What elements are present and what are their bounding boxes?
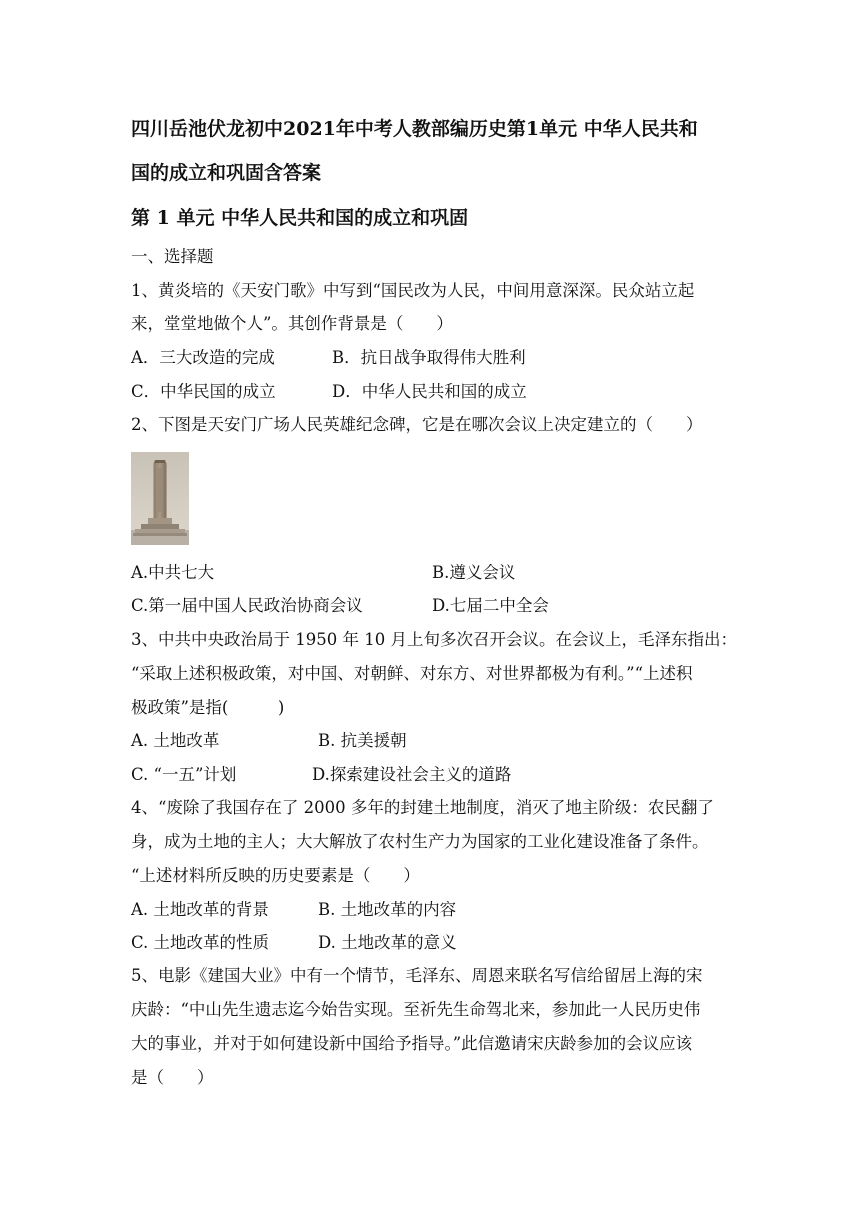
q2-option-a: A.中共七大 (131, 563, 215, 582)
q4-option-b: B. 土地改革的内容 (318, 900, 457, 919)
q1-stem-line-1: 1、黄炎培的《天安门歌》中写到“国民改为人民，中间用意深深。民众站立起 (131, 281, 695, 300)
q1-stem-line-2: 来，堂堂地做个人”。其创作背景是（ ） (131, 314, 453, 333)
q4-option-d: D. 土地改革的意义 (318, 933, 457, 952)
unit-heading: 第 1 单元 中华人民共和国的成立和巩固 (131, 207, 469, 229)
q3-stem-line-1: 3、中共中央政治局于 1950 年 10 月上旬多次召开会议。在会议上，毛泽东指出： (131, 630, 737, 649)
monument-photo (131, 452, 189, 545)
q1-option-d: D．中华人民共和国的成立 (332, 382, 527, 401)
q3-option-b: B. 抗美援朝 (318, 731, 407, 750)
q1-option-a: A．三大改造的完成 (131, 348, 275, 367)
q4-stem-line-3: “上述材料所反映的历史要素是（ ） (131, 866, 420, 885)
q2-option-b: B.遵义会议 (432, 563, 516, 582)
q5-stem-line-3: 大的事业，并对于如何建设新中国给予指导。”此信邀请宋庆龄参加的会议应该 (131, 1034, 693, 1053)
q3-stem-line-3: 极政策”是指( ) (131, 698, 285, 717)
q5-stem-line-2: 庆龄：“中山先生遗志迄今始告实现。至祈先生命驾北来，参加此一人民历史伟 (131, 1000, 701, 1019)
q4-stem-line-2: 身，成为土地的主人；大大解放了农村生产力为国家的工业化建设准备了条件。 (131, 832, 709, 851)
q5-stem-line-4: 是（ ） (131, 1068, 214, 1087)
section-heading: 一、选择题 (131, 247, 214, 266)
q3-option-c: C. “一五”计划 (131, 765, 237, 784)
q4-option-a: A. 土地改革的背景 (131, 900, 269, 919)
q2-option-c: C.第一届中国人民政治协商会议 (131, 596, 363, 615)
q2-stem-line-1: 2、下图是天安门广场人民英雄纪念碑，它是在哪次会议上决定建立的（ ） (131, 415, 703, 434)
document-title-line-2: 国的成立和巩固含答案 (131, 162, 322, 184)
q3-option-d: D.探索建设社会主义的道路 (312, 765, 512, 784)
document-title-line-1: 四川岳池伏龙初中2021年中考人教部编历史第1单元 中华人民共和 (131, 118, 698, 140)
q3-option-a: A. 土地改革 (131, 731, 220, 750)
q4-stem-line-1: 4、“废除了我国存在了 2000 多年的封建土地制度，消灭了地主阶级：农民翻了 (131, 798, 714, 817)
q4-option-c: C. 土地改革的性质 (131, 933, 270, 952)
q1-option-b: B．抗日战争取得伟大胜利 (332, 348, 526, 367)
q2-option-d: D.七届二中全会 (432, 596, 549, 615)
q1-option-c: C．中华民国的成立 (131, 382, 276, 401)
q3-stem-line-2: “采取上述积极政策，对中国、对朝鲜、对东方、对世界都极为有利。”“上述积 (131, 664, 693, 683)
q5-stem-line-1: 5、电影《建国大业》中有一个情节，毛泽东、周恩来联名写信给留居上海的宋 (131, 966, 703, 985)
